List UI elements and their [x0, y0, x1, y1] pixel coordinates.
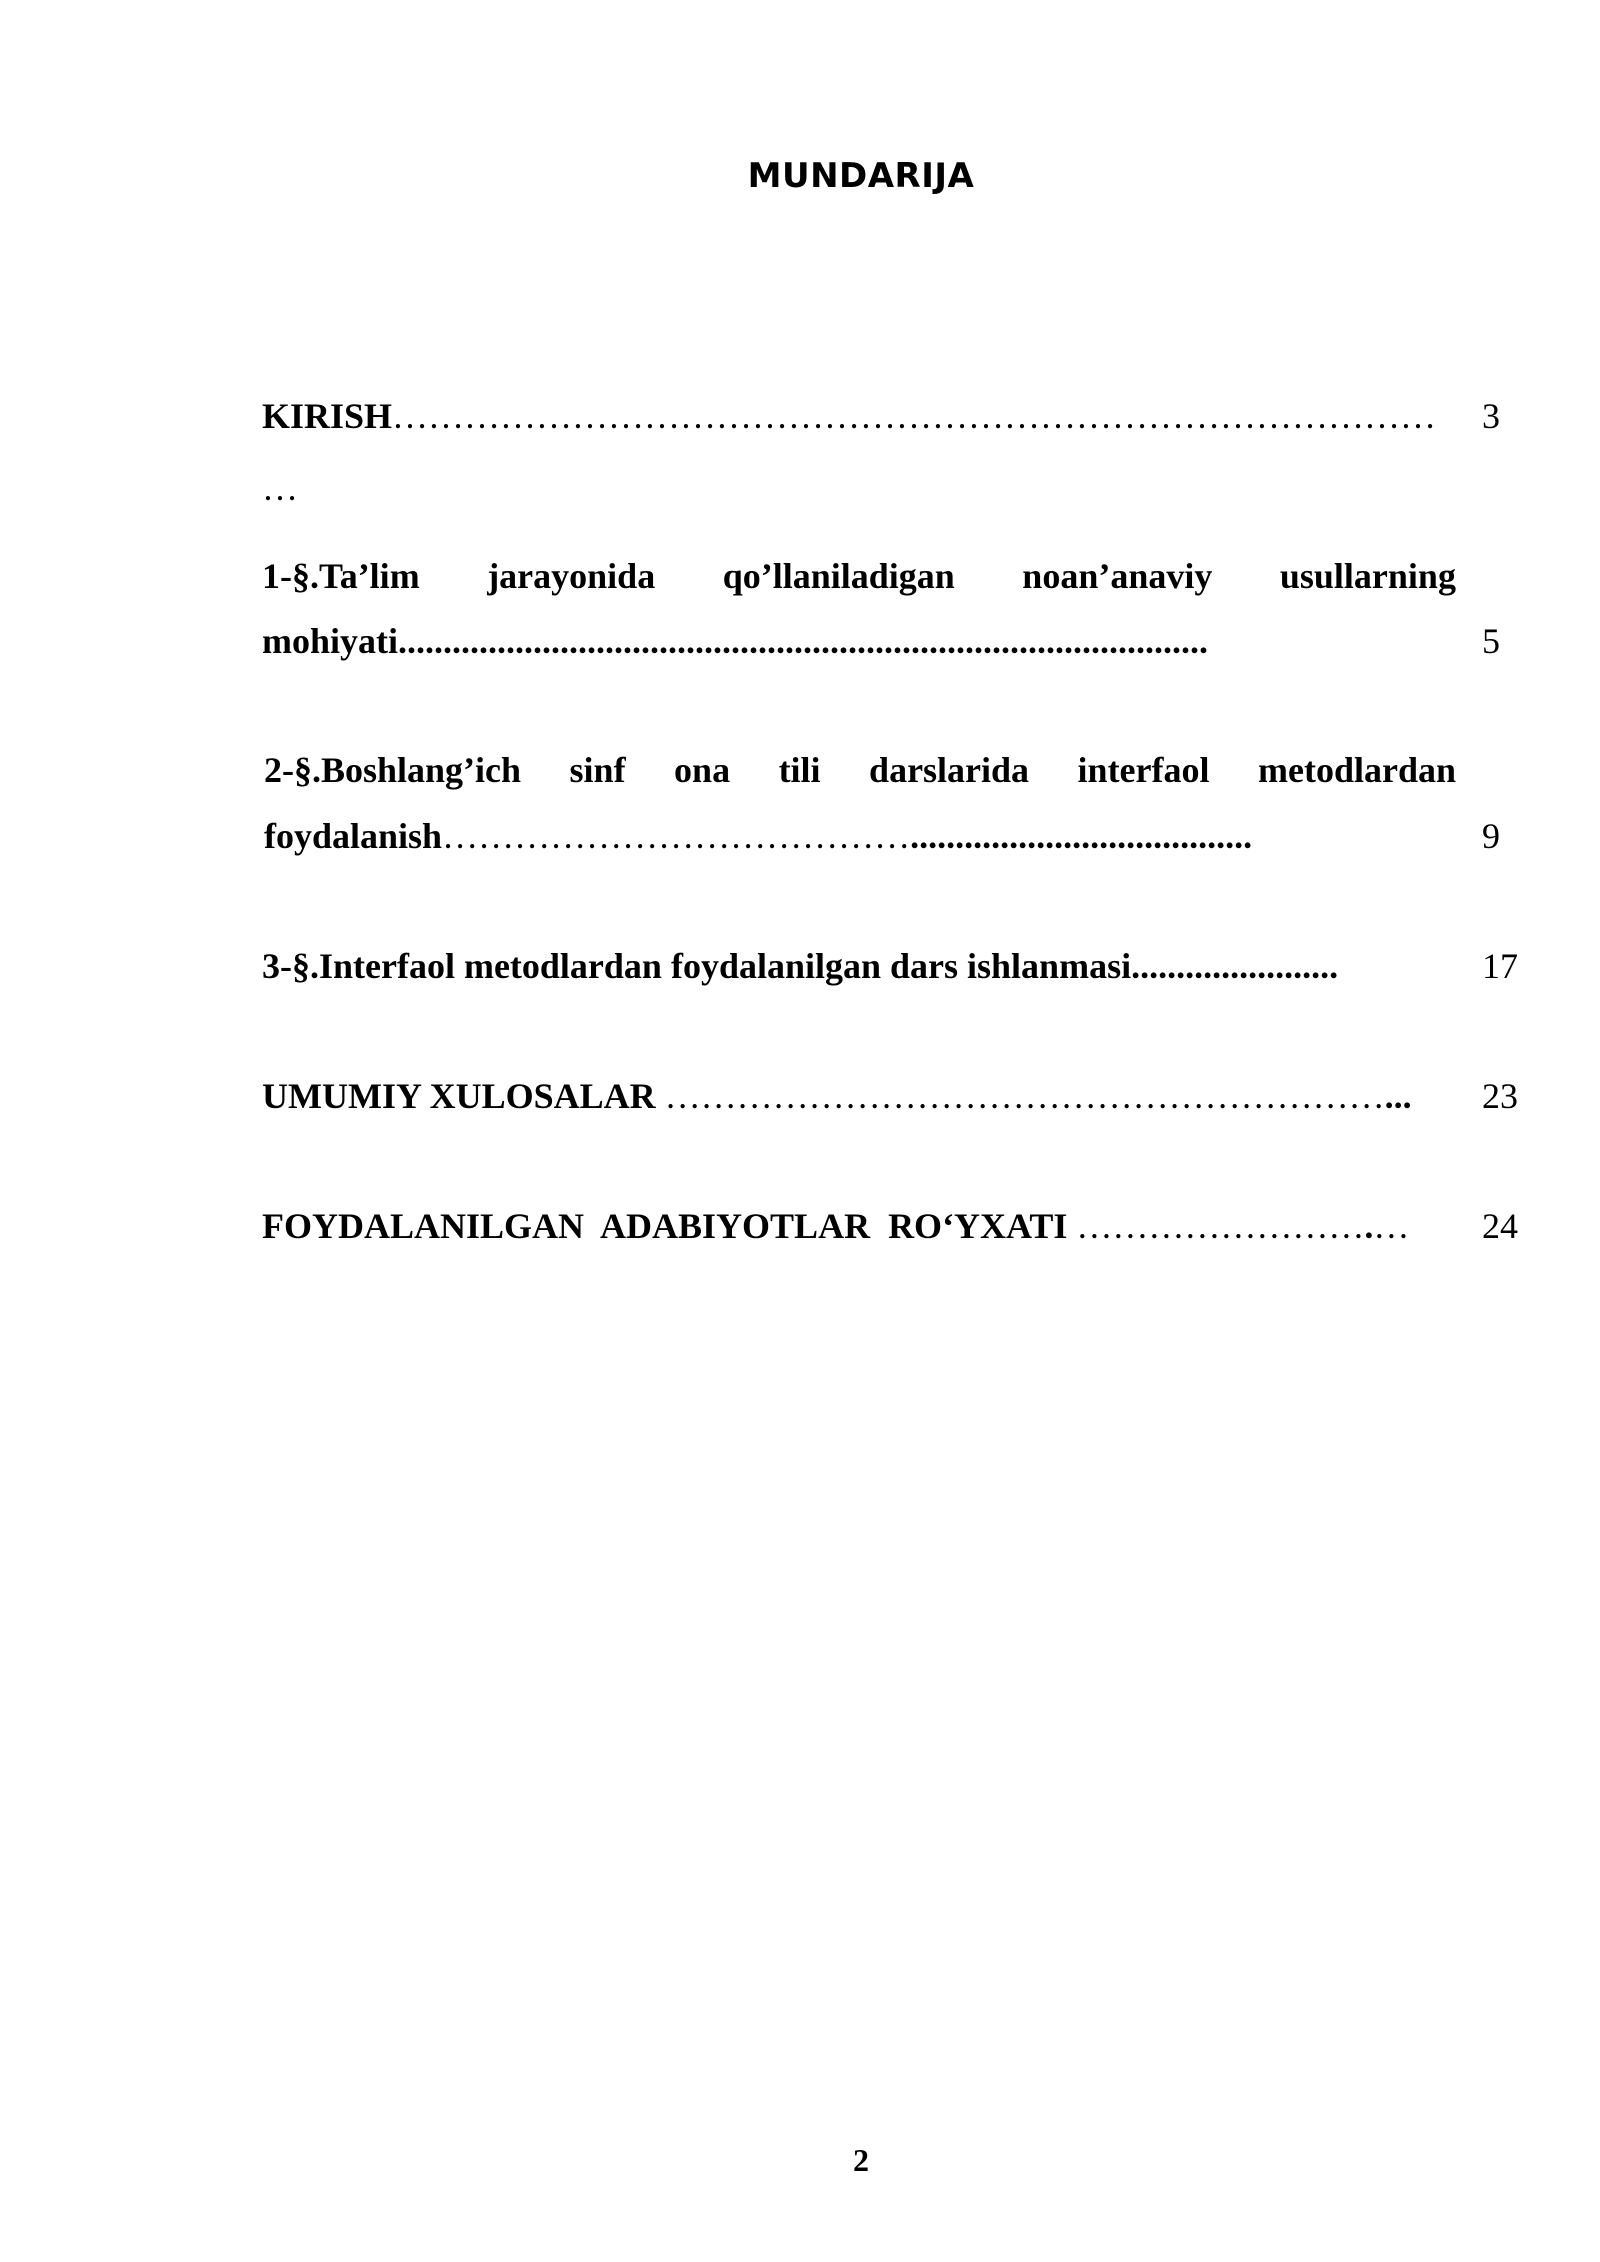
dot-leader: ...: [1384, 1076, 1412, 1116]
document-title: MUNDARIJA: [747, 156, 975, 196]
toc-entry-section-1-line-1: [262, 558, 1456, 594]
toc-entry-label: 3-§.Interfaol metodlardan foydalanilgan dars ishlanmasi: [262, 946, 1132, 986]
toc-entry-word: metodlardan: [1258, 750, 1456, 790]
toc-entry-word: noan’anaviy: [1022, 556, 1213, 596]
toc-entry-label: mohiyati: [262, 621, 399, 661]
toc-entry-word: qo’llaniladigan: [722, 556, 955, 596]
dot-leader: ……………………: [1067, 1206, 1365, 1246]
dot-leader: …………………………………: [442, 816, 911, 856]
toc-entry-word: ona: [674, 750, 731, 790]
toc-entry-label: foydalanish: [264, 816, 443, 856]
toc-entry-section-3: [262, 948, 1338, 984]
dot-leader: ..........................................................................................: [398, 621, 1209, 661]
toc-entry-word: tili: [778, 750, 821, 790]
dot-leader: …: [1373, 1206, 1410, 1246]
page-number: 2: [853, 2142, 869, 2178]
toc-entry-word: usullarning: [1279, 556, 1456, 596]
toc-entry-section-2-line-1: [264, 752, 1456, 788]
toc-entry-section-2-line-2: [264, 818, 1252, 854]
toc-entry-kirish: [262, 398, 1436, 434]
toc-entry-label: FOYDALANILGAN ADABIYOTLAR RO‘YXATI: [262, 1206, 1068, 1246]
toc-entry-section-1-line-2: [262, 623, 1208, 659]
toc-entry-word: sinf: [569, 750, 626, 790]
toc-entry-word: darslarida: [869, 750, 1030, 790]
toc-page-number: 24: [1482, 1206, 1518, 1246]
toc-entry-word: jarayonida: [487, 556, 656, 596]
toc-page-number: 9: [1482, 816, 1500, 856]
dot-leader: .......................: [1131, 946, 1339, 986]
toc-page-number: 5: [1482, 621, 1500, 661]
toc-entry-references: [262, 1208, 1409, 1244]
toc-entry-word: interfaol: [1077, 750, 1210, 790]
dot-leader: .: [1364, 1206, 1374, 1246]
toc-page-number: 17: [1482, 946, 1518, 986]
toc-entry-conclusions: [262, 1078, 1412, 1114]
dot-leader-continuation: [262, 470, 298, 506]
toc-entry-label: UMUMIY XULOSALAR: [262, 1076, 656, 1116]
toc-page-number: 23: [1482, 1076, 1518, 1116]
toc-entry-word: 2-§.Boshlang’ich: [264, 750, 522, 790]
toc-entry-word: 1-§.Ta’lim: [262, 556, 420, 596]
dot-leader: ……………………………………………………: [655, 1076, 1385, 1116]
toc-page-number: 3: [1482, 396, 1500, 436]
dot-leader: ……………………………………………………………………………: [392, 396, 1437, 436]
dot-leader: ......................................: [910, 816, 1253, 856]
toc-entry-label: KIRISH: [262, 396, 393, 436]
dot-leader: …: [262, 468, 298, 508]
